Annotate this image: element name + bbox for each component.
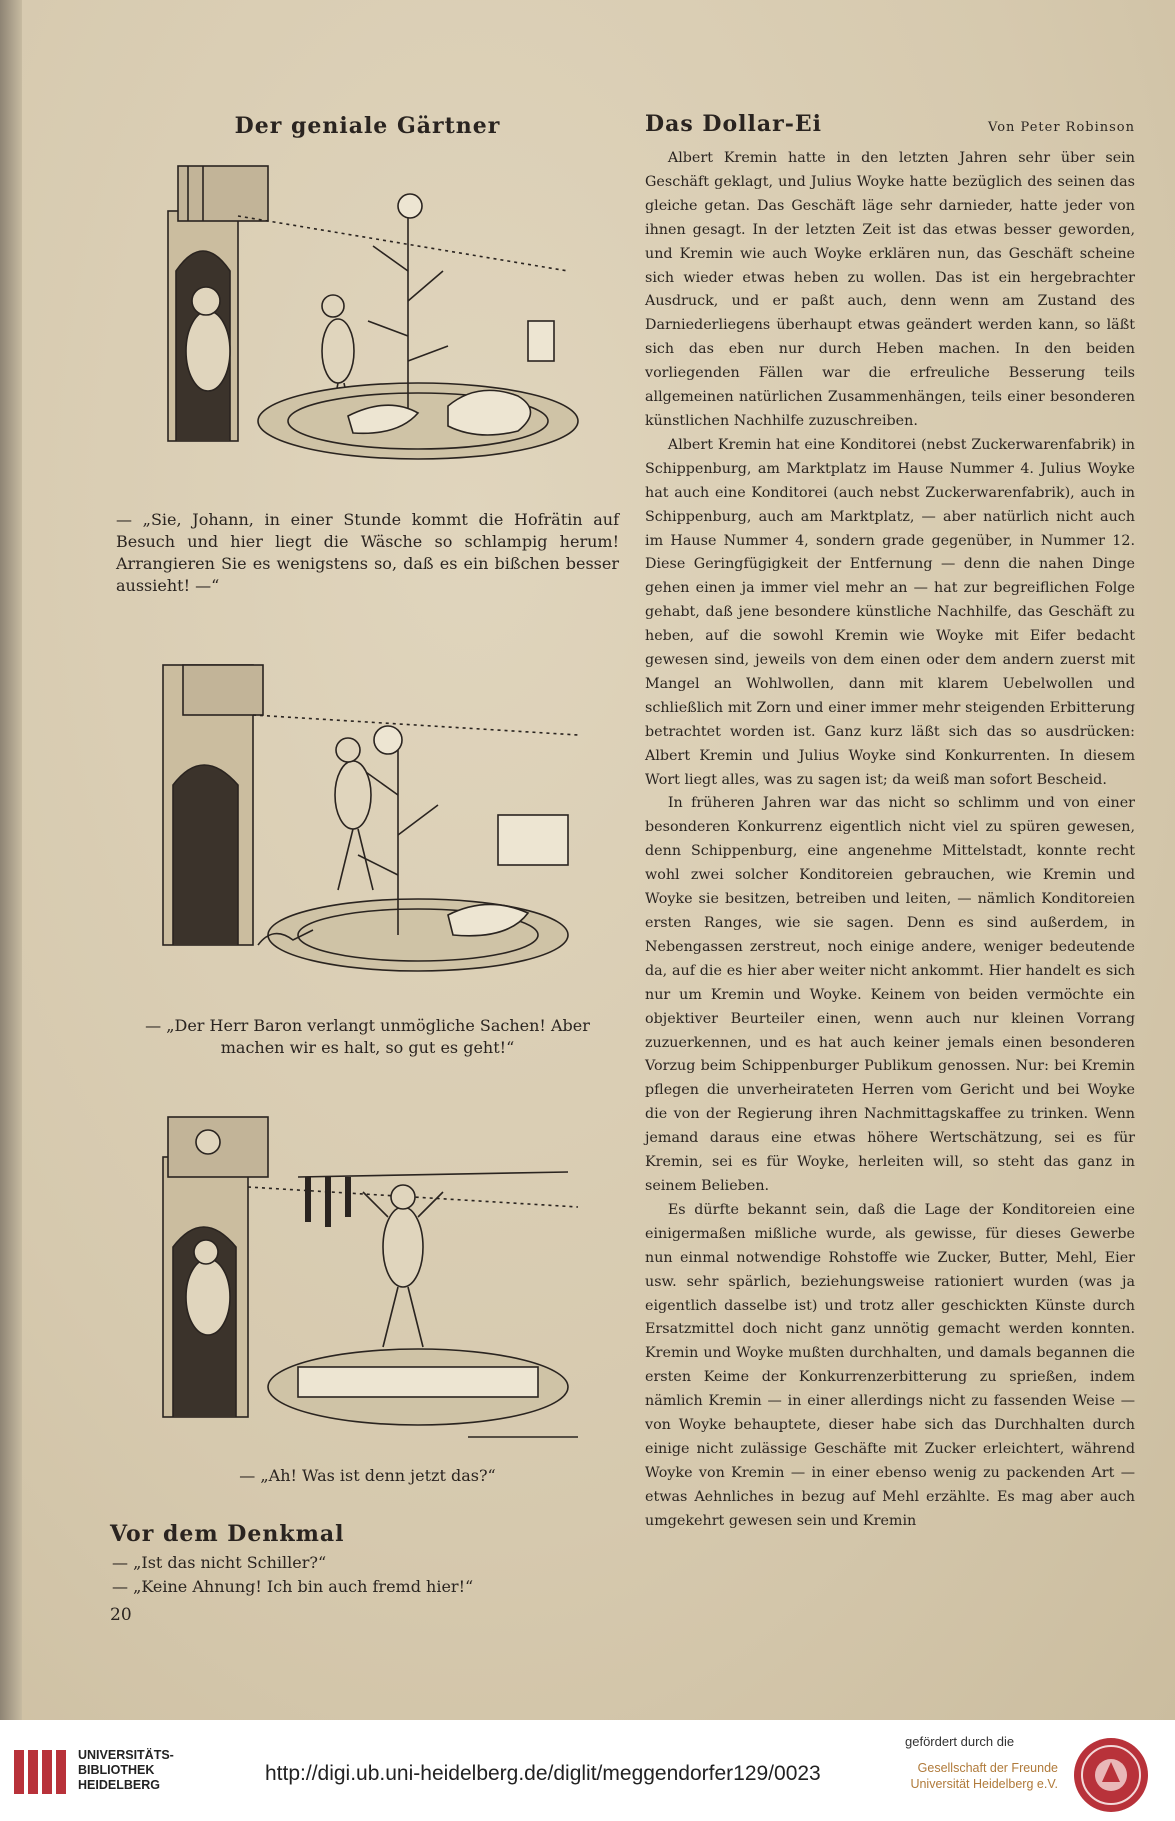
gardener-scene-1-drawing	[148, 151, 588, 491]
story-author: Von Peter Robinson	[988, 120, 1135, 135]
cartoon-illustration-3	[148, 1097, 588, 1447]
cartoon-caption-1: — „Sie, Johann, in einer Stunde kommt die Hofrätin auf Besuch und hier liegt die Wäsche so schlampig herum! Arrangieren Sie es wenigstens so, daß es ein bißchen besser aussieht! —“	[116, 510, 619, 595]
university-seal-icon	[1072, 1736, 1150, 1814]
denkmal-title: Vor dem Denkmal	[110, 1521, 345, 1547]
left-column	[110, 105, 625, 1625]
page-number: 20	[110, 1605, 132, 1625]
cartoon-illustration-2	[148, 645, 588, 997]
cartoon-caption-3: — „Ah! Was ist denn jetzt das?“	[239, 1466, 496, 1485]
cartoon-title: Der geniale Gärtner	[234, 113, 501, 139]
story-header	[645, 111, 1135, 137]
society-name: Gesellschaft der Freunde Universität Heidelberg e.V.	[910, 1761, 1058, 1791]
gardener-scene-2-drawing	[148, 645, 588, 997]
story-paragraph: Albert Kremin hatte in den letzten Jahren sehr über sein Geschäft geklagt, und Julius Woyke hatte bezüglich des seinen das gleiche getan. Das Geschäft läge sehr darnieder, hatte jeder von ihnen gesagt. In der letzten Zeit ist das etwas besser geworden, und Kremin wie auch Woyke erklären nun, das Geschäft scheine sich wieder etwas heben zu wollen. Das ist ein hergebrachter Ausdruck, und er paßt auch, denn wenn am Zustand des Darniederliegens überhaupt etwas geändert werden kann, so läßt sich das eben nur durch Heben machen. In den beiden vorliegenden Fällen war die erfreuliche Besserung teils allgemeinen natürlichen Zusammenhängen, teils einer besonderen künstlichen Nachhilfe zuzuschreiben.	[645, 150, 1135, 429]
story-body	[645, 147, 1135, 1534]
digitization-footer	[0, 1720, 1175, 1821]
story-paragraph: In früheren Jahren war das nicht so schlimm und von einer besonderen Konkurrenz eigentlich nicht viel zu spüren gewesen, denn Schippenburg, eine angenehme Mittelstadt, konnte recht wohl zwei solcher Konditoreien gebrauchen, wie Kremin und Woyke sie besitzen, betreiben und leiten, — nämlich Konditoreien ersten Ranges, wie sie sagen. Denn es sind außerdem, in Nebengassen zerstreut, noch einige andere, weniger bedeutende da, auf die es hier aber weiter nicht ankommt. Hier handelt es sich nur um Kremin und Woyke. Keinem von beiden vermöchte ein objektiver Beurteiler einen, wenn auch nur kleinen Vorrang zuzuerkennen, und es hat auch keiner jemals einen besonderen Vorzug beim Schippenburger Publikum genossen. Nur: bei Kremin pflegen die unverheirateten Herren vom Gericht und bei Woyke die von der Regierung ihren Nachmittagskaffee zu trinken. Wenn jemand daraus eine etwas höhere Wertschätzung, sei es für Kremin, sei es für Woyke, herleiten will, so steht das ganz in seinem Belieben.	[645, 795, 1135, 1194]
cartoon-illustration-1	[148, 151, 588, 491]
source-url-link[interactable]: http://digi.ub.uni-heidelberg.de/diglit/meggendorfer129/0023	[265, 1762, 821, 1785]
cartoon-caption-2: — „Der Herr Baron verlangt unmögliche Sachen! Aber machen wir es halt, so gut es geht!“	[145, 1016, 590, 1057]
gardener-scene-3-drawing	[148, 1097, 588, 1447]
denkmal-dialog-2: — „Keine Ahnung! Ich bin auch fremd hier!“	[112, 1577, 474, 1596]
denkmal-dialog-1: — „Ist das nicht Schiller?“	[112, 1553, 327, 1572]
story-title: Das Dollar-Ei	[645, 111, 822, 137]
university-library-logo-icon	[12, 1742, 72, 1802]
right-column	[645, 105, 1135, 1534]
library-name: UNIVERSITÄTS- BIBLIOTHEK HEIDELBERG	[78, 1748, 174, 1792]
funded-by-text: gefördert durch die	[905, 1734, 1015, 1749]
story-paragraph: Es dürfte bekannt sein, daß die Lage der Konditoreien eine einigermaßen mißliche wurde, als gewisse, für dieses Gewerbe nun einmal notwendige Rohstoffe wie Zucker, Butter, Mehl, Eier usw. sehr spärlich, beziehungsweise rationiert wurden (was ja eigentlich dasselbe ist) und trotz aller geschickten Künste durch Ersatzmittel doch nicht ganz unnötig gemacht werden konnten. Kremin und Woyke mußten durchhalten, und damals begannen die ersten Keime der Konkurrenzerbitterung zu sprießen, indem nämlich Kremin — in einer allerdings nicht zu fassenden Weise — von Woyke behauptete, dieser habe sich das Durchhalten durch einige nicht zulässige Geschäfte mit Zucker erleichtert, während Woyke von Kremin — in einer ebenso wenig zu packenden Art — etwas Aehnliches in bezug auf Mehl erzählte. Es mag aber auch umgekehrt gewesen sein und Kremin	[645, 1201, 1135, 1529]
scan-edge	[0, 0, 22, 1720]
story-paragraph: Albert Kremin hat eine Konditorei (nebst Zuckerwarenfabrik) in Schippenburg, am Marktplatz im Hause Nummer 4. Julius Woyke hat auch eine Konditorei (auch nebst Zuckerwarenfabrik), auch in Schippenburg, auch am Marktplatz, — aber natürlich nicht auch im Hause Nummer 4, sondern grade gegenüber, in Nummer 12. Diese Geringfügigkeit der Entfernung — denn die nahen Dinge gehen einen ja immer viel mehr an — hat zur begreiflichen Folge gehabt, daß jene besondere künstliche Nachhilfe, das Geschäft zu heben, auf die sowohl Kremin wie Woyke mit Eifer bedacht gewesen sind, jeweils von dem einen oder dem andern zuerst mit Mangel an Wohlwollen, dann mit klarem Uebelwollen und schließlich mit Zorn und einer immer mehr steigenden Erbitterung betrachtet worden ist. Ganz kurz läßt sich das so ausdrücken: Albert Kremin und Julius Woyke sind Konkurrenten. In diesem Wort liegt alles, was zu sagen ist; da weiß man sofort Bescheid.	[645, 436, 1135, 788]
